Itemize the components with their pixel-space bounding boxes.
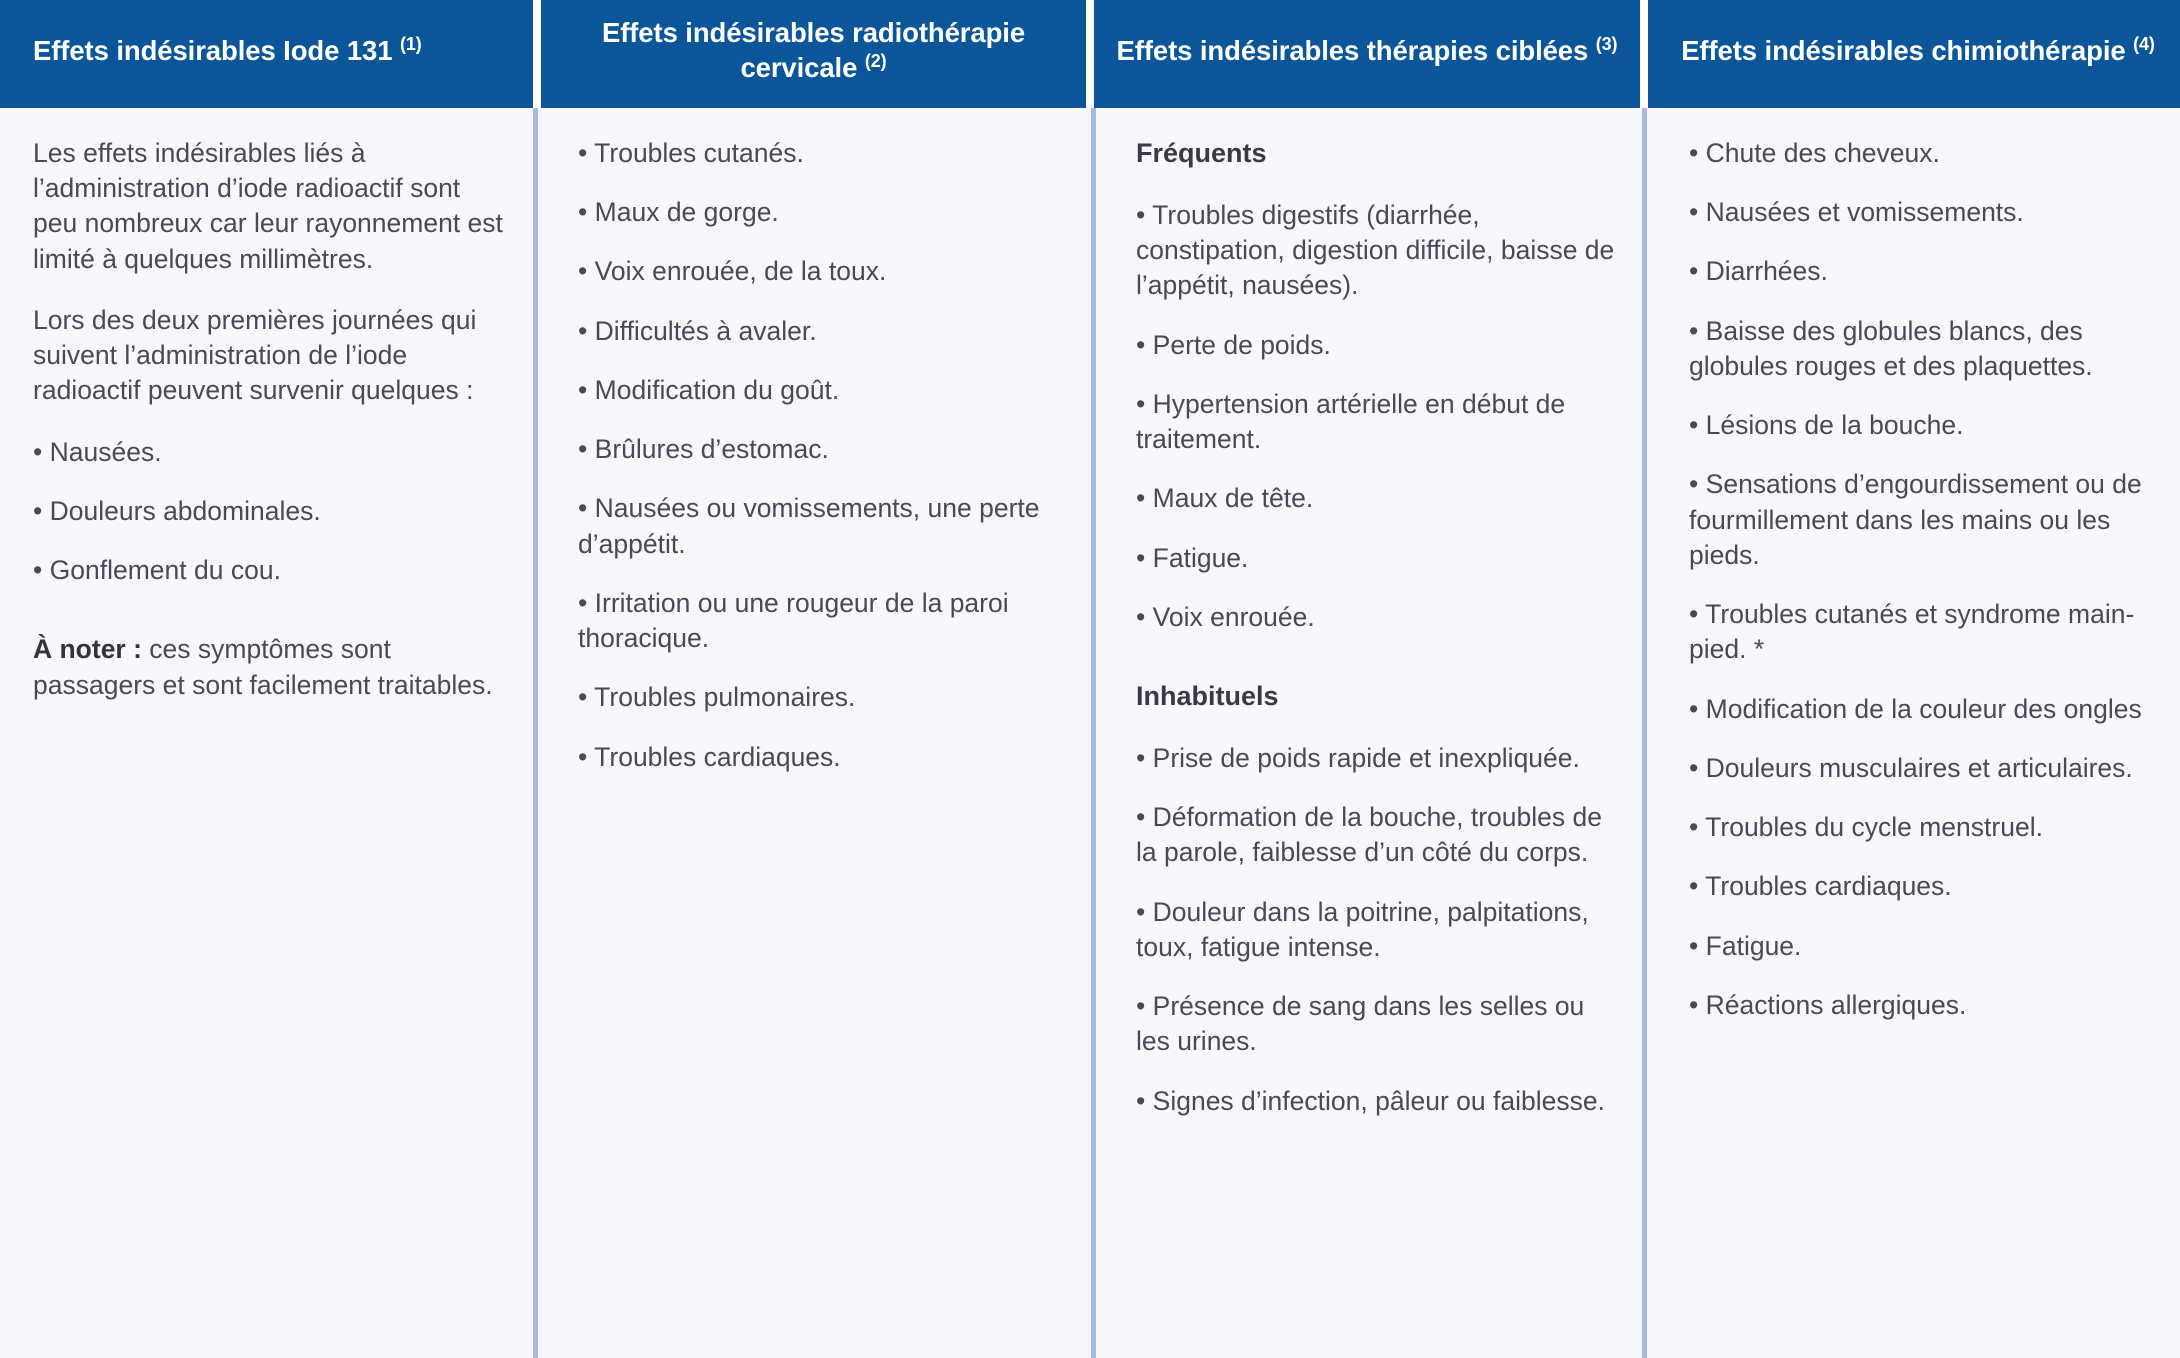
bullet-icon: • [1689, 930, 1699, 961]
column-header-text [18, 33, 515, 69]
list-item [1689, 810, 2173, 845]
list-item [1689, 929, 2173, 964]
list-item-label: Réactions allergiques. [1705, 989, 1967, 1020]
column-header-text [1117, 33, 1618, 69]
list-item [1136, 198, 1620, 304]
list-item-label: Fatigue. [1705, 930, 1802, 961]
list-item [33, 553, 511, 588]
list-item [1136, 328, 1620, 363]
list-item [33, 435, 511, 470]
list-item [578, 432, 1067, 467]
list-item-label: Nausées. [49, 436, 162, 467]
list-item [1689, 988, 2173, 1023]
bullet-icon: • [1689, 197, 1699, 228]
column-body-therapies-ciblees [1096, 108, 1642, 1358]
list-item-label: Nausées et vomissements. [1705, 197, 2024, 228]
list-item [1689, 254, 2173, 289]
bullet-icon: • [578, 434, 588, 465]
bullet-icon: • [1136, 742, 1146, 773]
column-body-radiotherapie-cervicale [538, 108, 1091, 1358]
list-item-label: Maux de gorge. [594, 197, 779, 228]
column-header-text [559, 16, 1068, 86]
list-item [578, 314, 1067, 349]
bullet-icon: • [1689, 138, 1699, 168]
bullet-icon: • [33, 555, 43, 586]
list-item [578, 195, 1067, 230]
column-header-therapies-ciblees [1094, 0, 1640, 108]
list-item-label: Irritation ou une rougeur de la paroi thoracique. [578, 587, 1009, 654]
list-item [578, 586, 1067, 656]
bullet-icon: • [1136, 542, 1146, 573]
list-item [1689, 314, 2173, 384]
list-item [578, 373, 1067, 408]
bullet-icon: • [578, 315, 588, 346]
bullet-icon: • [1136, 991, 1146, 1022]
bullet-icon: • [1689, 599, 1699, 630]
column-header-text [1681, 33, 2155, 69]
bullet-icon: • [1136, 896, 1146, 927]
list-item [578, 254, 1067, 289]
list-item [1136, 387, 1620, 457]
list-item-label: Présence de sang dans les selles ou les urines. [1136, 991, 1585, 1057]
bullet-icon: • [578, 374, 588, 405]
bullet-icon: • [578, 741, 588, 772]
bullet-icon: • [1136, 1085, 1146, 1116]
list-item-label: Douleurs musculaires et articulaires. [1705, 752, 2133, 783]
list-item [578, 491, 1067, 561]
list-item-label: Perte de poids. [1152, 329, 1331, 360]
bullet-icon: • [1136, 601, 1146, 632]
list-item-label: Baisse des globules blancs, des globules rouges et des plaquettes. [1689, 315, 2093, 381]
list-item-label: Chute des cheveux. [1705, 138, 1940, 168]
bullet-icon: • [33, 495, 43, 526]
bullet-icon: • [1136, 483, 1146, 514]
list-item-label: Fatigue. [1152, 542, 1249, 573]
note-label: À noter : [33, 634, 142, 665]
bullet-icon: • [1689, 256, 1699, 287]
bullet-icon: • [1689, 410, 1699, 441]
list-item [1689, 195, 2173, 230]
list-item [1136, 481, 1620, 516]
paragraph: Les effets indésirables liés à l’administration d’iode radioactif sont peu nombreux car leur rayonnement est limité à quelques millimètres. [33, 138, 503, 274]
list-item-label: Voix enrouée, de la toux. [594, 256, 887, 287]
bullet-icon: • [1136, 388, 1146, 419]
header-gap [1086, 0, 1094, 108]
bullet-icon: • [578, 138, 588, 168]
list-item-label: Modification du goût. [594, 374, 840, 405]
list-item-label: Troubles cardiaques. [594, 741, 841, 772]
list-item [578, 136, 1067, 171]
column-header-title: Effets indésirables radiothérapie cervicale [601, 17, 1026, 84]
list-item-label: Sensations d’engourdissement ou de fourmillement dans les mains ou les pieds. [1689, 469, 2142, 570]
list-item [1136, 741, 1620, 776]
list-item [1136, 541, 1620, 576]
paragraph: Lors des deux premières journées qui suivent l’administration de l’iode radioactif peuvent survenir quelques : [33, 304, 477, 406]
list-item [1136, 989, 1620, 1059]
list-item [1689, 869, 2173, 904]
column-header-radiotherapie-cervicale [541, 0, 1086, 108]
list-item-label: Douleurs abdominales. [49, 495, 321, 526]
list-item [578, 740, 1067, 775]
list-item [1689, 751, 2173, 786]
list-item-label: Brûlures d’estomac. [594, 434, 829, 465]
note-paragraph [33, 632, 511, 702]
list-item-label: Déformation de la bouche, troubles de la parole, faiblesse d’un côté du corps. [1136, 802, 1602, 868]
column-body-chimiotherapie [1647, 108, 2180, 1358]
list-item-label: Troubles cutanés. [594, 138, 804, 168]
column-header-footnote: (3) [1595, 34, 1618, 55]
list-item-label: Maux de tête. [1152, 483, 1314, 514]
bullet-icon: • [1689, 871, 1699, 902]
list-item-label: Nausées ou vomissements, une perte d’appétit. [578, 493, 1040, 559]
list-item [33, 494, 511, 529]
list-item-label: Troubles cardiaques. [1705, 871, 1952, 902]
list-item [1136, 895, 1620, 965]
column-header-title: Effets indésirables chimiothérapie [1681, 35, 2126, 67]
list-item-label: Douleur dans la poitrine, palpitations, toux, fatigue intense. [1136, 896, 1589, 962]
column-body-iode-131 [0, 108, 533, 1358]
list-item-label: Lésions de la bouche. [1705, 410, 1964, 441]
bullet-icon: • [578, 493, 588, 524]
list-item [1689, 597, 2173, 667]
bullet-icon: • [578, 256, 588, 287]
list-item-label: Signes d’infection, pâleur ou faiblesse. [1152, 1085, 1605, 1116]
bullet-icon: • [33, 436, 43, 467]
list-item-label: Prise de poids rapide et inexpliquée. [1152, 742, 1580, 773]
bullet-icon: • [578, 587, 588, 618]
list-item [1689, 136, 2173, 171]
bullet-icon: • [1136, 199, 1146, 230]
bullet-icon: • [1689, 469, 1699, 500]
bullet-icon: • [1136, 329, 1146, 360]
table-header-row [0, 0, 2180, 108]
list-item [578, 680, 1067, 715]
list-item-label: Hypertension artérielle en début de traitement. [1136, 388, 1566, 455]
header-gap [533, 0, 541, 108]
column-header-title: Effets indésirables Iode 131 [33, 35, 393, 67]
bullet-icon: • [578, 197, 588, 228]
column-header-chimiotherapie [1648, 0, 2180, 108]
list-item-label: Troubles digestifs (diarrhée, constipation, digestion difficile, baisse de l’appétit, nausées). [1136, 199, 1615, 301]
section-heading-inhabituels: Inhabituels [1136, 681, 1279, 712]
list-item [1689, 692, 2173, 727]
list-item [1136, 600, 1620, 635]
list-item-label: Voix enrouée. [1152, 601, 1315, 632]
list-item-label: Diarrhées. [1705, 256, 1828, 287]
note-text: ces symptômes sont passagers et sont facilement traitables. [33, 634, 493, 700]
column-header-iode-131 [0, 0, 533, 108]
list-item-label: Troubles pulmonaires. [594, 682, 856, 713]
header-gap [1640, 0, 1648, 108]
list-item [1689, 467, 2173, 573]
bullet-icon: • [1689, 752, 1699, 783]
list-item [1136, 800, 1620, 870]
bullet-icon: • [1689, 315, 1699, 346]
bullet-icon: • [578, 682, 588, 713]
list-item-label: Modification de la couleur des ongles [1705, 693, 2142, 724]
bullet-icon: • [1689, 989, 1699, 1020]
list-item [1136, 1084, 1620, 1119]
bullet-icon: • [1689, 693, 1699, 724]
table-body-row [0, 108, 2180, 1358]
list-item-label: Gonflement du cou. [49, 555, 281, 586]
column-header-footnote: (4) [2133, 34, 2155, 55]
column-header-footnote: (2) [864, 51, 887, 72]
bullet-icon: • [1689, 812, 1699, 843]
bullet-icon: • [1136, 802, 1146, 833]
list-item-label: Difficultés à avaler. [594, 315, 817, 346]
list-item-label: Troubles du cycle menstruel. [1705, 812, 2043, 843]
list-item-label: Troubles cutanés et syndrome main-pied. * [1689, 599, 2135, 665]
section-heading-frequents: Fréquents [1136, 138, 1267, 168]
column-header-footnote: (1) [399, 34, 422, 55]
list-item [1689, 408, 2173, 443]
column-header-title: Effets indésirables thérapies ciblées [1116, 35, 1589, 67]
